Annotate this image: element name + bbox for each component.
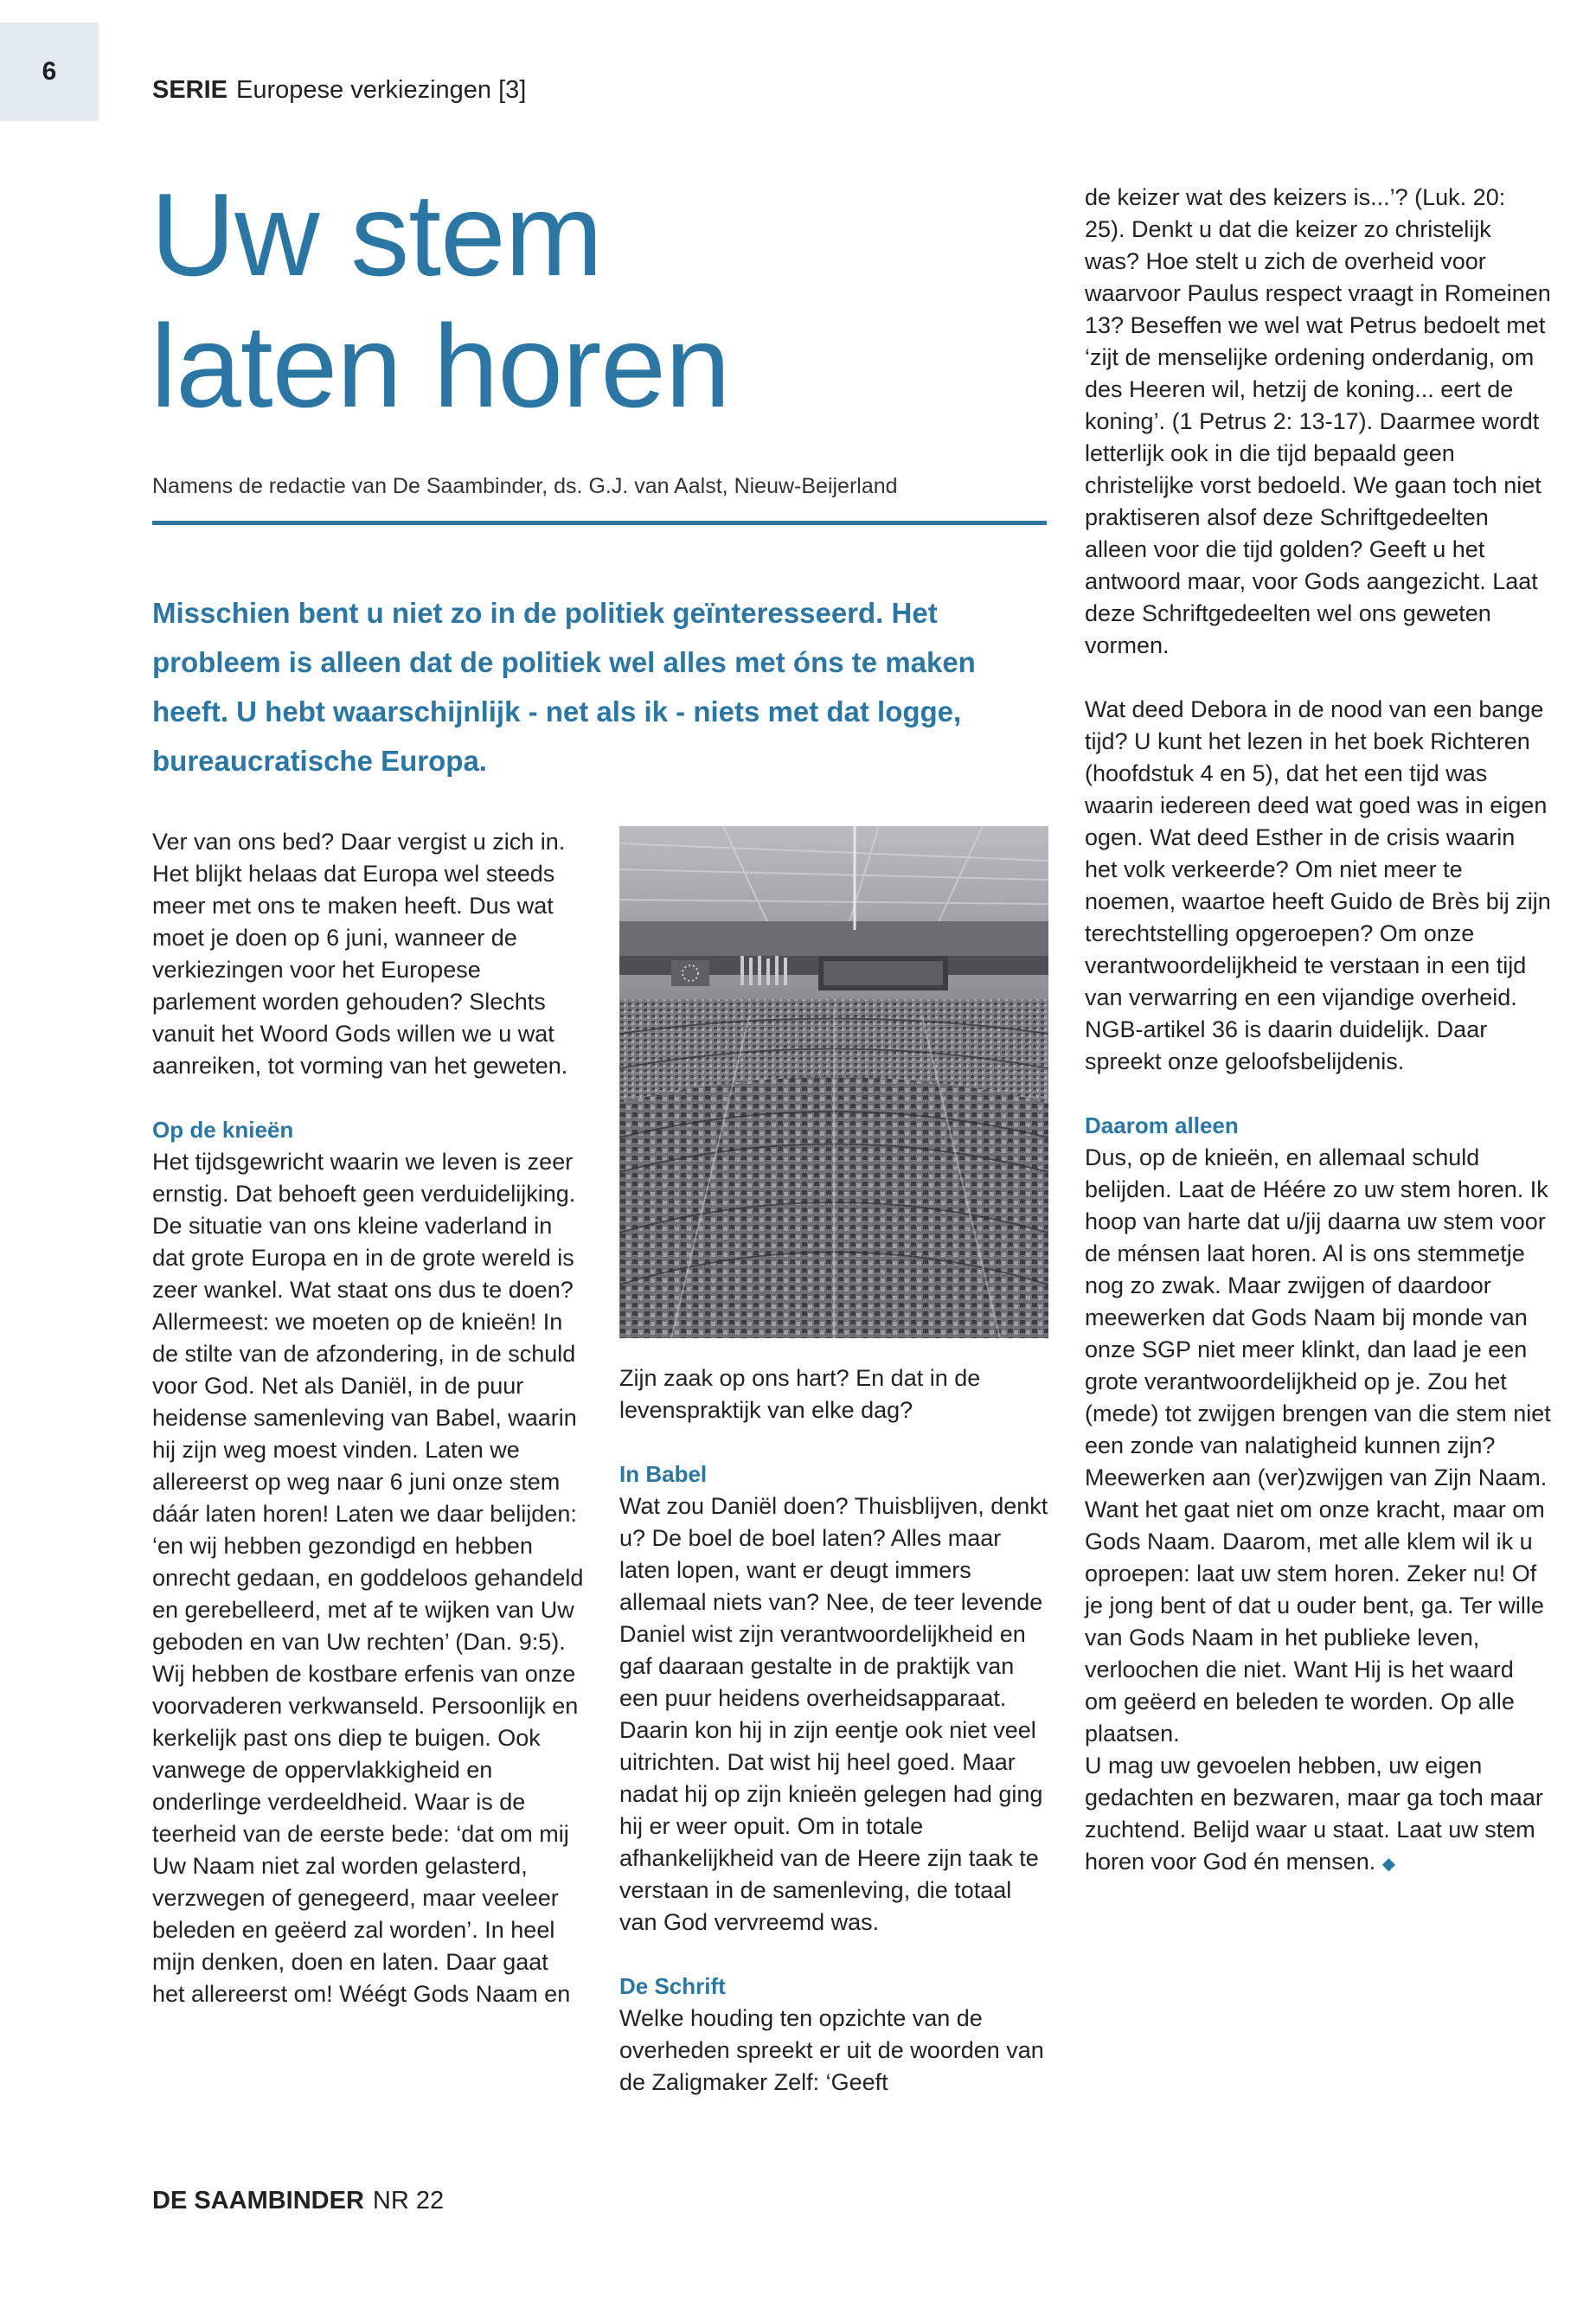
byline: Namens de redactie van De Saambinder, ds. G.J. van Aalst, Nieuw-Beijerland <box>152 474 898 498</box>
section-heading-de-schrift: De Schrift <box>619 1973 726 1999</box>
end-mark-icon: ◆ <box>1381 1855 1396 1874</box>
closing-paragraph <box>1085 1750 1552 1881</box>
section-heading-in-babel: In Babel <box>619 1461 708 1487</box>
parliament-photo <box>619 826 1048 1338</box>
page-number-box <box>0 22 99 121</box>
column-3 <box>1085 182 1552 1881</box>
series-header <box>152 76 526 105</box>
closing-text: U mag uw gevoelen hebben, uw eigen gedachten en bezwaren, maar ga toch maar zuchtend. Belijd waar u staat. Laat uw stem horen voor God én mensen. <box>1085 1753 1543 1875</box>
title-line-1: Uw stem <box>151 169 602 300</box>
page-number: 6 <box>42 57 57 86</box>
column-1 <box>152 826 585 2010</box>
series-title: Europese verkiezingen [3] <box>236 76 527 104</box>
column-2 <box>619 1362 1052 2099</box>
section-heading-op-de-knieen: Op de knieën <box>152 1117 294 1143</box>
publication-name: DE SAAMBINDER <box>152 2187 364 2214</box>
section-heading-daarom-alleen: Daarom alleen <box>1085 1112 1239 1138</box>
article-title <box>151 169 730 432</box>
column-2-continuation: Zijn zaak op ons hart? En dat in de levenspraktijk van elke dag? <box>619 1365 981 1423</box>
section-text-de-schrift: Welke houding ten opzichte van de overheden spreekt er uit de woorden van de Zaligmaker Zelf: ‘Geeft <box>619 2005 1044 2095</box>
title-divider <box>152 521 1047 525</box>
parliament-hall-image <box>619 826 1048 1338</box>
section-text-daarom-alleen: Dus, op de knieën, en allemaal schuld belijden. Laat de Héére zo uw stem horen. Ik hoop van harte dat u/jij daarna uw stem voor de ménsen laat horen. Al is ons stemmetje nog zo zwak. Maar zwijgen of daardoor meewerken dat Gods Naam bij monde van onze SGP niet meer klinkt, dan laad je een grote verantwoordelijkheid op je. Zou het (mede) tot zwijgen brengen van die stem niet een zonde van nalatigheid kunnen zijn? Meewerken aan (ver)zwijgen van Zijn Naam. Want het gaat niet om onze kracht, maar om Gods Naam. Daarom, met alle klem wil ik u oproepen: laat uw stem horen. Zeker nu! Of je jong bent of dat u ouder bent, ga. Ter wille van Gods Naam in het publieke leven, verloochen die niet. Want Hij is het waard om geëerd en beleden te worden. Op alle plaatsen. <box>1085 1144 1551 1747</box>
column-3-paragraph-2: Wat deed Debora in de nood van een bange tijd? U kunt het lezen in het boek Richteren (hoofdstuk 4 en 5), dat het een tijd was waarin iedereen deed wat goed was in eigen ogen. Wat deed Esther in de crisis waarin het volk verkeerde? Om niet meer te noemen, waartoe heeft Guido de Brès bij zijn terechtstelling opgeroepen? Om onze verantwoordelijkheid te verstaan in een tijd van verwarring en een vijandige overheid. NGB-artikel 36 is daarin duidelijk. Daar spreekt onze geloofsbelijdenis. <box>1085 696 1551 1074</box>
lead-paragraph: Misschien bent u niet zo in de politiek geïnteresseerd. Het probleem is alleen dat de politiek wel alles met óns te maken heeft. U hebt waarschijnlijk - net als ik - niets met dat logge, bureaucratische Europa. <box>152 597 976 777</box>
intro-paragraph: Ver van ons bed? Daar vergist u zich in. Het blijkt helaas dat Europa wel steeds meer met ons te maken heeft. Dus wat moet je doen op 6 juni, wanneer de verkiezingen voor het Europese parlement worden gehouden? Slechts vanuit het Woord Gods willen we u wat aanreiken, tot vorming van het geweten. <box>152 829 568 1079</box>
title-line-2: laten horen <box>151 300 730 432</box>
column-3-paragraph-1: de keizer wat des keizers is...’? (Luk. 20: 25). Denkt u dat die keizer zo christelijk was? Hoe stelt u zich de overheid voor waarvoor Paulus respect vraagt in Romeinen 13? Beseffen we wel wat Petrus bedoelt met ‘zijt de menselijke ordening onderdanig, om des Heeren wil, hetzij de koning... eert de koning’. (1 Petrus 2: 13-17). Daarmee wordt letterlijk ook in die tijd bepaald geen christelijke vorst bedoeld. We gaan toch niet praktiseren alsof deze Schriftgedeelten alleen voor die tijd golden? Geeft u het antwoord maar, voor Gods aangezicht. Laat deze Schriftgedeelten wel ons geweten vormen. <box>1085 184 1551 658</box>
issue-number: NR 22 <box>372 2187 445 2214</box>
footer <box>152 2187 444 2215</box>
section-text-in-babel: Wat zou Daniël doen? Thuisblijven, denkt u? De boel de boel laten? Alles maar laten lopen, want er deugt immers allemaal niets van? Nee, de teer levende Daniel wist zijn verantwoordelijkheid en gaf daaraan gestalte in de praktijk van een puur heidens overheidsapparaat. Daarin kon hij in zijn eentje ook niet veel uitrichten. Dat wist hij heel goed. Maar nadat hij op zijn knieën gelegen had ging hij er weer opuit. Om in totale afhankelijkheid van de Heere zijn taak te verstaan in de samenleving, die totaal van God vervreemd was. <box>619 1493 1048 1935</box>
series-label: SERIE <box>152 76 228 104</box>
section-text-op-de-knieen: Het tijdsgewricht waarin we leven is zeer ernstig. Dat behoeft geen verduidelijking. De situatie van ons kleine vaderland in dat grote Europa en in de grote wereld is zeer wankel. Wat staat ons dus te doen? Allermeest: we moeten op de knieën! In de stilte van de afzondering, in de schuld voor God. Net als Daniël, in de puur heidense samenleving van Babel, waarin hij zijn weg moest vinden. Laten we allereerst op weg naar 6 juni onze stem dáár laten horen! Laten we daar belijden: ‘en wij hebben gezondigd en hebben onrecht gedaan, en goddeloos gehandeld en gerebelleerd, met af te wijken van Uw geboden en van Uw rechten’ (Dan. 9:5). Wij hebben de kostbare erfenis van onze voorvaderen verkwanseld. Persoonlijk en kerkelijk past ons diep te buigen. Ook vanwege de oppervlakkigheid en onderlinge verdeeldheid. Waar is de teerheid van de eerste bede: ‘dat om mij Uw Naam niet zal worden gelasterd, verzwegen of genegeerd, maar veeleer beleden en geëerd zal worden’. In heel mijn denken, doen en laten. Daar gaat het allereerst om! Wéégt Gods Naam en <box>152 1149 584 2007</box>
